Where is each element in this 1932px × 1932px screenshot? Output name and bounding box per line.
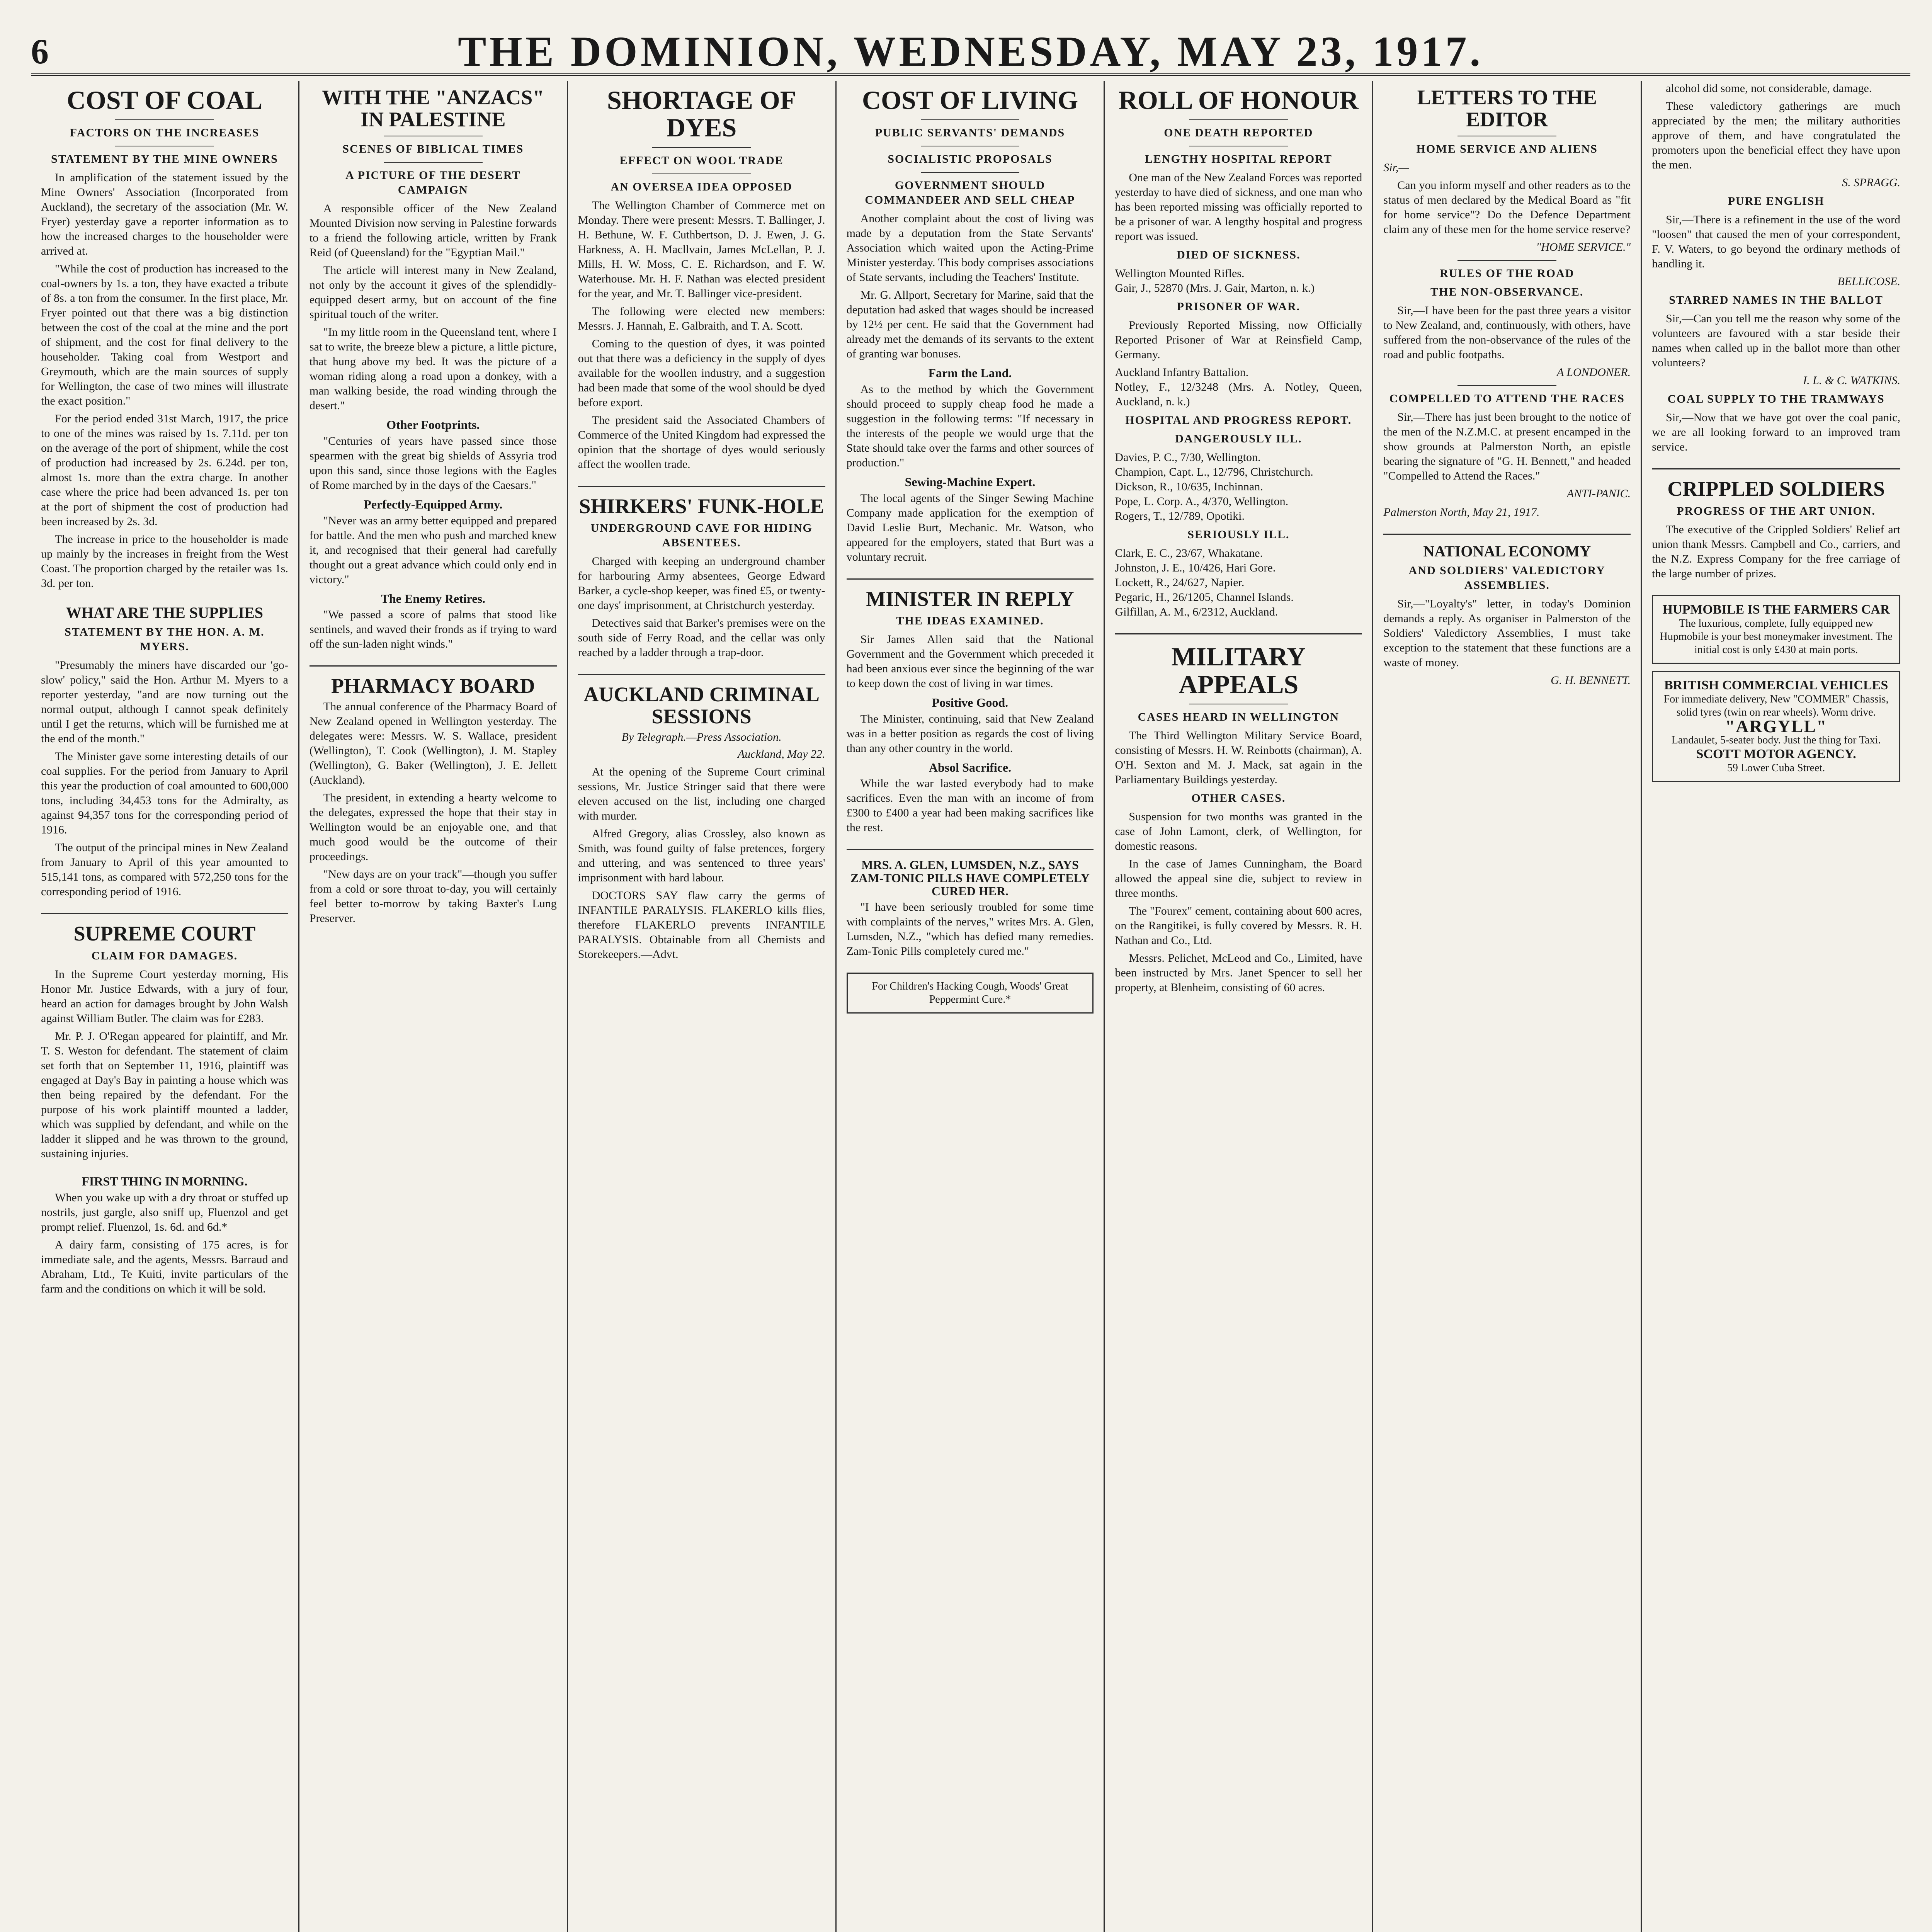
section-heading: DANGEROUSLY ILL. <box>1175 432 1302 446</box>
subheadline: PUBLIC SERVANTS' DEMANDS <box>875 126 1065 139</box>
signature: ANTI-PANIC. <box>1566 487 1631 500</box>
list-item: Dickson, R., 10/635, Inchinnan. <box>1115 480 1263 493</box>
paragraph: Sir,—Can you tell me the reason why some of the volunteers are favoured with a star beside their names when called up in the ballot more than other volunteers? <box>1652 312 1900 369</box>
signature: "HOME SERVICE." <box>1536 241 1631 254</box>
paragraph: Suspension for two months was granted in the case of John Lamont, clerk, of Wellington, for domestic reasons. <box>1115 810 1362 853</box>
paragraph: alcohol did some, not considerable, damage. <box>1666 82 1872 95</box>
advertisement-hupmobile <box>1652 595 1900 664</box>
section-heading: Positive Good. <box>932 696 1009 710</box>
headline: AUCKLAND CRIMINAL SESSIONS <box>583 683 820 728</box>
ad-brand: "ARGYLL" <box>1725 716 1827 736</box>
paragraph: "In my little room in the Queensland tent, where I sat to write, the breeze blew a picture, a little picture, that hung above my bed. It was the picture of a woman riding along a road upon a donkey, with a man walking beside, the road winding through the desert." <box>309 326 557 412</box>
casualty-list <box>1115 266 1362 296</box>
subheadline: EFFECT ON WOOL TRADE <box>619 154 784 167</box>
subheadline: THE NON-OBSERVANCE. <box>1430 286 1584 299</box>
paragraph: The Third Wellington Military Service Board, consisting of Messrs. H. W. Reinbotts (chairman), A. O'H. Sexton and M. J. Mack, sat again in the Parliamentary Buildings yesterday. <box>1115 729 1362 786</box>
column-2 <box>299 81 568 1932</box>
signature: I. L. & C. WATKINS. <box>1803 374 1900 387</box>
paragraph: "Centuries of years have passed since those spearmen with the great big shields of Assyria trod upon this sand, since those legions with the Eagles of Rome marched by in the days of the Caesars." <box>309 434 557 492</box>
list-item: Davies, P. C., 7/30, Wellington. <box>1115 451 1261 464</box>
column-6 <box>1373 81 1642 1932</box>
advertisement-commercial-vehicles <box>1652 671 1900 782</box>
story-zam-tonic <box>847 859 1094 959</box>
headline: ROLL OF HONOUR <box>1118 85 1359 115</box>
story-pharmacy-board <box>310 675 557 926</box>
story-auckland-sessions <box>578 684 825 961</box>
section-heading: PRISONER OF WAR. <box>1177 300 1301 313</box>
headline: FIRST THING IN MORNING. <box>82 1174 248 1189</box>
advertisement-woods: For Children's Hacking Cough, Woods' Great Peppermint Cure.* <box>847 973 1094 1014</box>
ad-firm: SCOTT MOTOR AGENCY. <box>1696 747 1856 761</box>
paragraph: While the war lasted everybody had to make sacrifices. Even the man with an income of from £300 to £400 a year had been making sacrifices like the rest. <box>846 777 1094 834</box>
story-supplies <box>41 605 288 899</box>
headline: WITH THE "ANZACS" IN PALESTINE <box>322 86 544 131</box>
dateline: Auckland, May 22. <box>737 747 825 760</box>
section-heading: Farm the Land. <box>928 366 1012 380</box>
headline: PHARMACY BOARD <box>331 674 535 698</box>
paragraph: The annual conference of the Pharmacy Board of New Zealand opened in Wellington yesterday. The delegates were: Messrs. W. S. Wallace, president (Wellington), T. Cook (Wellington), J. M. Stapley (Wellington), G. Baker (Wellington), J. E. Jellett (Auckland). <box>309 700 557 786</box>
column-3 <box>568 81 837 1932</box>
column-4 <box>837 81 1105 1932</box>
story-shirkers <box>578 495 825 660</box>
list-item: Lockett, R., 24/627, Napier. <box>1115 576 1245 589</box>
story-military-appeals <box>1115 643 1362 995</box>
story-letters <box>1383 87 1631 520</box>
headline: COST OF COAL <box>66 85 263 115</box>
section-heading: Other Footprints. <box>386 418 480 432</box>
paragraph: A responsible officer of the New Zealand Mounted Division now serving in Palestine forwards to a friend the following article, written by Frank Reid (of Queensland) for the "Egyptian Mail." <box>309 202 557 259</box>
paragraph: In amplification of the statement issued by the Mine Owners' Association (Incorporated from Auckland), the secretary of the association (Mr. W. Fryer) yesterday gave a reporter information as to how the increased charges to the householder were arrived at. <box>41 171 288 258</box>
list-item: Wellington Mounted Rifles. <box>1115 267 1245 280</box>
section-heading: COAL SUPPLY TO THE TRAMWAYS <box>1667 393 1885 405</box>
paragraph: The following were elected new members: Messrs. J. Hannah, E. Galbraith, and T. A. Scott. <box>578 304 825 332</box>
masthead <box>31 23 1910 76</box>
headline: NATIONAL ECONOMY <box>1423 543 1591 560</box>
subheadline: AN OVERSEA IDEA OPPOSED <box>611 180 793 193</box>
signature: G. H. BENNETT. <box>1551 674 1631 687</box>
subheadline: STATEMENT BY THE MINE OWNERS <box>51 153 278 166</box>
subheadline: HOME SERVICE AND ALIENS <box>1416 143 1598 156</box>
section-heading: PURE ENGLISH <box>1728 195 1825 207</box>
paragraph: Alfred Gregory, alias Crossley, also known as Smith, was found guilty of false pretences, forgery and uttering, and was sentenced to three years' imprisonment with hard labour. <box>578 827 825 884</box>
paragraph: In the Supreme Court yesterday morning, His Honor Mr. Justice Edwards, with a jury of four, heard an action for damages brought by John Walsh against William Butler. The claim was for £283. <box>41 968 288 1025</box>
paragraph: "While the cost of production has increased to the coal-owners by 1s. a ton, they have exacted a tribute of 8s. a ton from the consumer. In the first place, Mr. Fryer pointed out that there was a big distinction between the cost of the coal at the mine and the port of shipment, and the cost for final delivery to the householder. Taking coal from Westport and Greymouth, which are the main sources of supply for Wellington, the case of two mines will illustrate the exact position." <box>41 262 288 408</box>
section-heading: RULES OF THE ROAD <box>1440 267 1575 280</box>
signature: S. SPRAGG. <box>1842 176 1900 189</box>
paragraph: The output of the principal mines in New Zealand from January to April of this year amounted to 515,141 tons, as compared with 572,250 tons for the corresponding period of 1916. <box>41 841 288 898</box>
column-1 <box>31 81 299 1932</box>
section-heading: DIED OF SICKNESS. <box>1177 248 1301 262</box>
ad-address: 59 Lower Cuba Street. <box>1727 762 1825 774</box>
ad-text: For immediate delivery, New "COMMER" Chassis, solid tyres (twin on rear wheels). Worm drive. <box>1663 693 1889 718</box>
casualty-list <box>1115 365 1362 409</box>
list-item: Auckland Infantry Battalion. <box>1115 366 1249 379</box>
list-item: Notley, F., 12/3248 (Mrs. A. Notley, Queen, Auckland, n. k.) <box>1115 381 1362 408</box>
subheadline: SOCIALISTIC PROPOSALS <box>888 153 1053 166</box>
paragraph: Detectives said that Barker's premises were on the south side of Ferry Road, and the cellar was only reached by a ladder through a trap-door. <box>578 617 825 659</box>
paragraph: The article will interest many in New Zealand, not only by the account it gives of the splendidly-equipped desert army, but on account of the fine spiritual touch of the writer. <box>309 264 557 321</box>
section-heading: COMPELLED TO ATTEND THE RACES <box>1389 392 1625 405</box>
paragraph: Sir James Allen said that the National Government and the Government which preceded it had been anxious ever since the beginning of the war to keep down the cost of living in war times. <box>846 633 1094 690</box>
headline: COST OF LIVING <box>862 85 1078 115</box>
headline: MINISTER IN REPLY <box>866 587 1074 611</box>
casualty-list <box>1115 450 1362 524</box>
signature: BELLICOSE. <box>1837 275 1900 288</box>
subheadline: SCENES OF BIBLICAL TIMES <box>342 143 524 156</box>
section-heading: SERIOUSLY ILL. <box>1187 528 1290 541</box>
paragraph: The "Fourex" cement, containing about 600 acres, on the Rangitikei, is fully covered by Messrs. R. H. Nathan and Co., Ltd. <box>1115 905 1362 947</box>
subheadline: LENGTHY HOSPITAL REPORT <box>1145 153 1332 166</box>
section-heading: OTHER CASES. <box>1191 792 1286 805</box>
section-heading: The Enemy Retires. <box>381 591 486 605</box>
headline: SUPREME COURT <box>73 922 256 946</box>
paragraph: The Minister gave some interesting details of our coal supplies. For the period from January to April this year the production of coal amounted to 600,000 tons, including 34,453 tons for the Admiralty, as against 94,357 tons for the corresponding period of 1916. <box>41 750 288 837</box>
paragraph: Sir,—Now that we have got over the coal panic, we are all looking forward to an improved tram service. <box>1652 411 1900 453</box>
advertisement-note: DOCTORS SAY flaw carry the germs of INFANTILE PARALYSIS. FLAKERLO kills flies, therefore FLAKERLO prevents INFANTILE PARALYSIS. Obtainable from all Chemists and Storekeepers.—Advt. <box>578 889 825 961</box>
paragraph: Sir,—There is a refinement in the use of the word "loosen" that caused the men of your correspondent, F. V. Waters, to go beyond the ordinary methods of handling it. <box>1652 213 1900 270</box>
newspaper-title: THE DOMINION, WEDNESDAY, MAY 23, 1917. <box>457 28 1484 75</box>
paragraph: The Minister, continuing, said that New Zealand was in a better position as regards the cost of living than any other country in the world. <box>846 712 1094 755</box>
headline: MRS. A. GLEN, LUMSDEN, N.Z., SAYS ZAM-TONIC PILLS HAVE COMPLETELY CURED HER. <box>850 858 1090 898</box>
headline: SHORTAGE OF DYES <box>607 85 796 143</box>
section-heading: STARRED NAMES IN THE BALLOT <box>1669 294 1883 306</box>
column-5 <box>1105 81 1373 1932</box>
ad-title: HUPMOBILE IS THE FARMERS CAR <box>1662 602 1890 617</box>
paragraph: A dairy farm, consisting of 175 acres, is for immediate sale, and the agents, Messrs. Barraud and Abraham, Ltd., Te Kuiti, invite particulars of the farm and the conditions on which it will be sold. <box>41 1238 288 1295</box>
story-roll-of-honour <box>1115 87 1362 619</box>
headline: WHAT ARE THE SUPPLIES <box>66 604 263 622</box>
paragraph: For the period ended 31st March, 1917, the price to one of the mines was raised by 1s. 7.11d. per ton on the average of the port of shipment, while the cost of production had increased by 2s. 6.24d. per ton, almost 1s. more than the extra charge. In another case where the price had been advanced 1s. per ton at the port of shipment the cost of production had been increased by 2s. 3d. <box>41 412 288 528</box>
place-date: Palmerston North, May 21, 1917. <box>1383 506 1540 519</box>
list-item: Rogers, T., 12/789, Opotiki. <box>1115 510 1245 523</box>
subheadline: A PICTURE OF THE DESERT CAMPAIGN <box>345 169 521 197</box>
story-national-economy <box>1383 543 1631 688</box>
subheadline: STATEMENT BY THE HON. A. M. MYERS. <box>65 626 265 653</box>
columns <box>31 81 1910 1932</box>
subheadline: CASES HEARD IN WELLINGTON <box>1138 711 1340 724</box>
signature: A LONDONER. <box>1557 366 1631 379</box>
paragraph: Another complaint about the cost of living was made by a deputation from the State Servants' Association which waited upon the Acting-Prime Minister yesterday. This body comprises associations of State servants, including the Teachers' Institute. <box>846 212 1094 284</box>
ad-text: Landaulet, 5-seater body. Just the thing for Taxi. <box>1671 734 1881 746</box>
headline: LETTERS TO THE EDITOR <box>1417 86 1597 131</box>
subheadline: CLAIM FOR DAMAGES. <box>91 949 238 963</box>
section-heading: HOSPITAL AND PROGRESS REPORT. <box>1125 414 1352 427</box>
paragraph: "New days are on your track"—though you suffer from a cold or sore throat to-day, you will certainly feel better to-morrow by taking Baxter's Lung Preserver. <box>309 867 557 925</box>
ad-title: BRITISH COMMERCIAL VEHICLES <box>1664 678 1888 692</box>
list-item: Pegaric, H., 26/1205, Channel Islands. <box>1115 591 1294 604</box>
list-item: Gilfillan, A. M., 6/2312, Auckland. <box>1115 605 1278 619</box>
list-item: Pope, L. Corp. A., 4/370, Wellington. <box>1115 495 1289 508</box>
story-shortage-of-dyes <box>578 87 825 472</box>
subheadline: UNDERGROUND CAVE FOR HIDING ABSENTEES. <box>590 522 813 549</box>
paragraph: The executive of the Crippled Soldiers' Relief art union thank Messrs. Campbell and Co., carriers, and the N.Z. Express Company for the free carriage of the large number of prizes. <box>1652 523 1900 580</box>
paragraph: Sir,—"Loyalty's" letter, in today's Dominion demands a reply. As organiser in Palmerston of the Soldiers' Valedictory Assemblies, I must take exception to the statement that these functions are a waste of money. <box>1383 597 1631 669</box>
headline: MILITARY APPEALS <box>1171 642 1306 699</box>
subheadline: FACTORS ON THE INCREASES <box>70 126 260 139</box>
subheadline: GOVERNMENT SHOULD COMMANDEER AND SELL CHEAP <box>865 179 1075 207</box>
subheadline: THE IDEAS EXAMINED. <box>896 614 1044 628</box>
story-cost-of-coal <box>41 87 288 591</box>
paragraph: Sir,—There has just been brought to the notice of the men of the N.Z.M.C. at present encamped in the show grounds at Palmerston North, an epistle bearing the signature of "G. H. Bennett," and headed "Compelled to Attend the Races." <box>1383 411 1631 483</box>
paragraph: Sir,—I have been for the past three years a visitor to New Zealand, and, continuously, with others, have suffered from the non-observance of the rules of the road and public footpaths. <box>1383 304 1631 361</box>
paragraph: "Presumably the miners have discarded our 'go-slow' policy," said the Hon. Arthur M. Myers to a reporter yesterday, "and are now turning out the normal output, although I cannot speak definitely until I get the returns, which will be furnished me at the end of the month." <box>41 659 288 745</box>
paragraph: Coming to the question of dyes, it was pointed out that there was a deficiency in the supply of dyes available for the woollen industry, and a suggestion had been made that some of the wool should be dyed before export. <box>578 337 825 409</box>
ad-text: The luxurious, complete, fully equipped new Hupmobile is your best moneymaker investment. The initial cost is only £430 at main ports. <box>1660 617 1893 656</box>
subheadline: ONE DEATH REPORTED <box>1164 126 1313 139</box>
story-first-thing <box>41 1175 288 1296</box>
paragraph: In the case of James Cunningham, the Board allowed the appeal sine die, subject to review in three months. <box>1115 857 1362 900</box>
casualty-list <box>1115 546 1362 619</box>
salutation: Sir,— <box>1383 161 1409 174</box>
section-heading: Sewing-Machine Expert. <box>905 474 1036 489</box>
paragraph: Messrs. Pelichet, McLeod and Co., Limited, have been instructed by Mrs. Janet Spencer to sell her property, at Blenheim, consisting of 60 acres. <box>1115 952 1362 994</box>
paragraph: At the opening of the Supreme Court criminal sessions, Mr. Justice Stringer said that there were eleven accused on the list, including one charged with murder. <box>578 765 825 822</box>
story-supreme-court <box>41 923 288 1161</box>
paragraph: The president said the Associated Chambers of Commerce of the United Kingdom had expressed the opinion that the shortage of dyes would seriously affect the woollen trade. <box>578 413 825 471</box>
paragraph: Previously Reported Missing, now Officially Reported Prisoner of War at Reinsfield Camp, Germany. <box>1115 319 1362 361</box>
list-item: Champion, Capt. L., 12/796, Christchurch. <box>1115 466 1313 479</box>
paragraph: Mr. G. Allport, Secretary for Marine, said that the deputation had asked that wages should be increased by 12½ per cent. He said that the Government had already met the demands of its servants to the extent of granting war bonuses. <box>846 289 1094 361</box>
paragraph: As to the method by which the Government should proceed to supply cheap food he made a suggestion in the following terms: "If necessary in the interests of the people we would urge that the State should take over the farms and other sources of production." <box>846 383 1094 469</box>
paragraph: The Wellington Chamber of Commerce met on Monday. There were present: Messrs. T. Ballinger, J. H. Bethune, W. F. Cuthbertson, D. J. Ewen, J. G. Harkness, A. H. Macllvain, James McLellan, P. J. Mills, H. W. Moss, C. E. Richardson, and F. W. Waterhouse. Mr. H. F. Nathan was elected president for the year, and Mr. T. Ballinger vice-president. <box>578 199 825 300</box>
section-heading: Perfectly-Equipped Army. <box>364 497 503 511</box>
paragraph: When you wake up with a dry throat or stuffed up nostrils, just gargle, also sniff up, Fluenzol and get prompt relief. Fluenzol, 1s. 6d. and 6d.* <box>41 1191 288 1233</box>
story-cost-of-living <box>847 87 1094 565</box>
paragraph: Mr. P. J. O'Regan appeared for plaintiff, and Mr. T. S. Weston for defendant. The statement of claim set forth that on September 11, 1916, plaintiff was engaged at Day's Bay in painting a house which was then being repaired by the defendant. For the purpose of his work plaintiff mounted a ladder, which was supplied by defendant, and while on the ladder it slipped and he was thrown to the ground, sustaining injuries. <box>41 1030 288 1160</box>
headline: CRIPPLED SOLDIERS <box>1667 477 1885 500</box>
column-7 <box>1642 81 1910 1932</box>
story-minister-reply <box>847 588 1094 835</box>
paragraph: The president, in extending a hearty welcome to the delegates, expressed the hope that their stay in Wellington would be an enjoyable one, and that much good would be the outcome of their proceedings. <box>309 791 557 863</box>
section-heading: Absol Sacrifice. <box>929 760 1012 774</box>
story-crippled-soldiers <box>1652 478 1900 581</box>
list-item: Johnston, J. E., 10/426, Hari Gore. <box>1115 561 1276 575</box>
paragraph: One man of the New Zealand Forces was reported yesterday to have died of sickness, and one man who has been reported missing was officially reported to be a prisoner of war. A lengthy hospital and progress report was issued. <box>1115 171 1362 243</box>
paragraph: Charged with keeping an underground chamber for harbouring Army absentees, George Edward Barker, a cycle-shop keeper, was fined £5, or twenty-one days' imprisonment, at Christchurch yesterday. <box>578 555 825 612</box>
paragraph: The increase in price to the householder is made up mainly by the increases in freight from the West Coast. The proportion charged by the retailer was 1s. 3d. per ton. <box>41 533 288 590</box>
paragraph: "Never was an army better equipped and prepared for battle. And the men who push and marched knew it, and recognised that their general had carefully thought out a great advance which could only end in victory." <box>309 514 557 586</box>
story-letters-continued <box>1652 81 1900 454</box>
headline: SHIRKERS' FUNK-HOLE <box>579 494 824 518</box>
list-item: Clark, E. C., 23/67, Whakatane. <box>1115 547 1263 560</box>
paragraph: "I have been seriously troubled for some time with complaints of the nerves," writes Mrs. A. Glen, Lumsden, N.Z., "which has defied many remedies. Zam-Tonic Pills completely cured me." <box>846 901 1094 958</box>
paragraph: "We passed a score of palms that stood like sentinels, and waved their fronds as if trying to ward off the sun-laden night winds." <box>309 608 557 651</box>
paragraph: Can you inform myself and other readers as to the status of men declared by the Medical Board as "fit for home service"? Do the Defence Department claim any of these men for the home service reserve? <box>1383 179 1631 236</box>
paragraph: The local agents of the Singer Sewing Machine Company made application for the exemption of David Leslie Burt, Mechanic. Mr. Watson, who appeared for the employers, stated that Burt was a voluntary recruit. <box>846 492 1094 563</box>
story-anzacs <box>310 87 557 651</box>
page-number: 6 <box>31 32 49 71</box>
list-item: Gair, J., 52870 (Mrs. J. Gair, Marton, n. k.) <box>1115 282 1315 295</box>
subheadline: PROGRESS OF THE ART UNION. <box>1677 504 1876 517</box>
subheadline: AND SOLDIERS' VALEDICTORY ASSEMBLIES. <box>1408 564 1605 592</box>
byline: By Telegraph.—Press Association. <box>621 730 782 743</box>
paragraph: These valedictory gatherings are much appreciated by the men; the military authorities approve of them, and have congratulated the promoters upon the beneficial effect they have upon the men. <box>1652 100 1900 171</box>
